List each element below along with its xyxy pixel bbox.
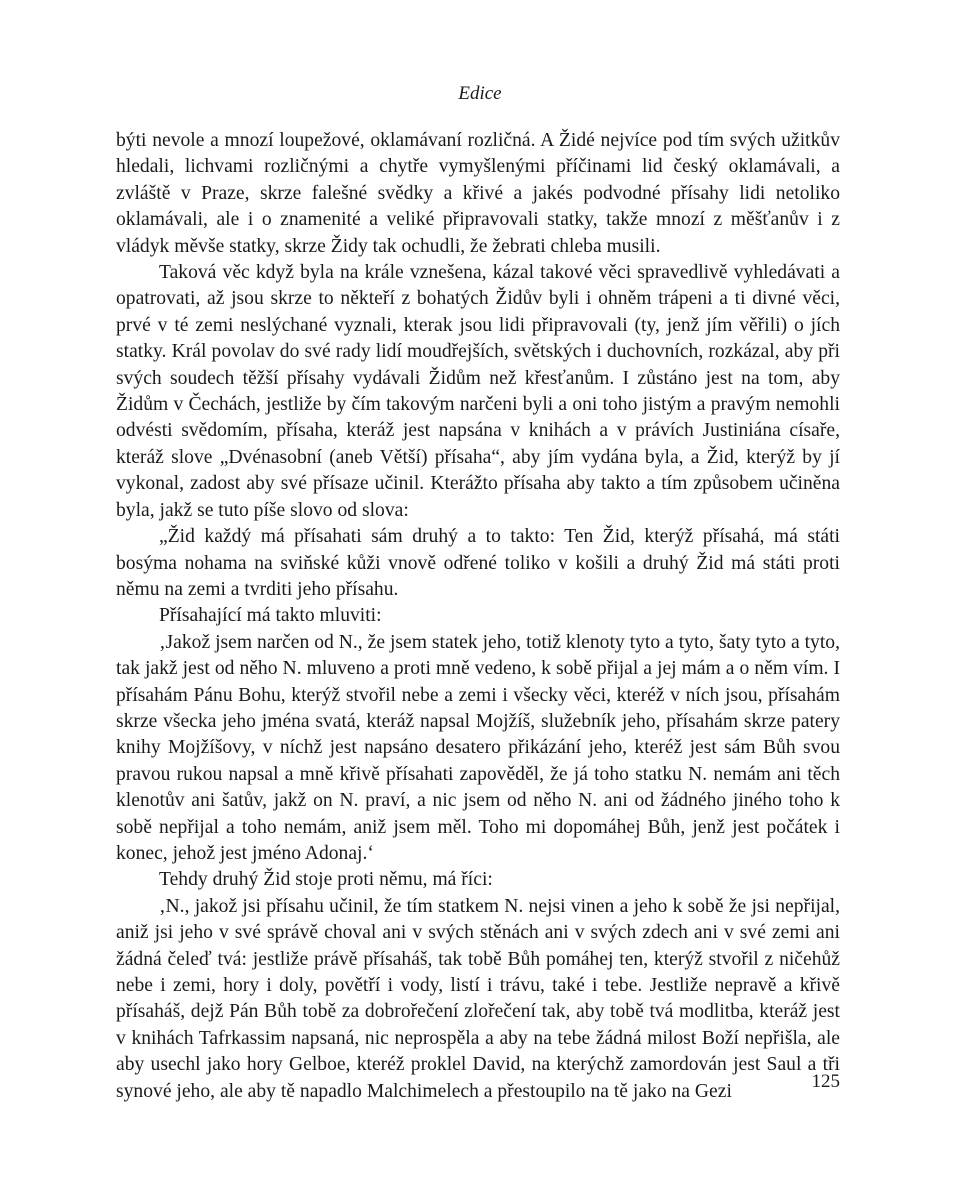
paragraph: býti nevole a mnozí loupežové, oklamávaní rozličná. A Židé nejvíce pod tím svých užitkův hledali, lichvami rozličnými a chytře vymyšlenými příčinami lid český oklamávali, a zvláště v Praze, skrze falešné svědky a křivé a jakés podvodné přísahy lidi netoliko oklamávali, ale i o znamenité a veliké připravovali statky, takže mnozí z měšťanův i z vládyk měvše statky, skrze Židy tak ochudli, že žebrati chleba musili. (116, 130, 840, 257)
page-number: 125 (811, 1071, 840, 1092)
paragraph: Taková věc když byla na krále vznešena, kázal takové věci spravedlivě vyhledávati a opatrovati, až jsou skrze to někteří z bohatých Židův byli i ohněm trápeni a ti divné věci, prvé v té zemi neslýchané vyznali, kterak jsou lidi připravovali (ty, jenž jím věřili) o jích statky. Král povolav do své rady lidí moudřejších, světských i duchovních, rozkázal, aby při svých soudech těžší přísahy vydávali Židům než křesťanům. I zůstáno jest na tom, aby Židům v Čechách, jestliže by čím takovým narčeni byli a oni toho jistým a pravým nemohli odvésti svědomím, přísaha, kteráž jest napsána v knihách a v právích Justiniána císaře, kteráž slove „Dvénasobní (aneb Větší) přísaha“, aby jím vydána byla, a Žid, kterýž by jí vykonal, zadost aby své přísaze učinil. Kterážto přísaha aby takto a tím způsobem učiněna byla, jakž se tuto píše slovo od slova: (116, 262, 840, 521)
page-body (116, 128, 840, 1105)
paragraph: Přísahající má takto mluviti: (159, 605, 382, 627)
paragraph: Tehdy druhý Žid stoje proti němu, má říci: (159, 869, 493, 891)
running-head: Edice (458, 83, 502, 104)
oath-quote: ‚N., jakož jsi přísahu učinil, že tím statkem N. nejsi vinen a jeho k sobě že jsi nepřijal, aniž jsi jeho v své správě choval ani v svých stěnách ani v svých zdech ani v své zemi ani žádná čeleď tvá: jestliže právě přísaháš, tak tobě Bůh pomáhej ten, kterýž stvořil z ničehůž nebe i zemi, hory i doly, povětří i vody, listí i trávu, také i tebe. Jestliže nepravě a křivě přísaháš, dejž Pán Bůh tobě za dobrořečení zlořečení tak, aby tobě tvá modlitba, kteráž jest v knihách Tafrkassim napsaná, nic neprospěla a aby na tebe žádná milost Boží nepřišla, ale aby usechl jako hory Gelboe, kteréž proklel David, na kterýchž zamordován jest Saul a tři synové jeho, ale aby tě napadlo Malchimelech a přestoupilo na tě jako na Gezi (116, 895, 840, 1102)
oath-quote: „Žid každý má přísahati sám druhý a to takto: Ten Žid, kterýž přísahá, má státi bosýma nohama na sviňské kůži vnově odřené toliko v košili a druhý Žid má státi proti němu na zemi a tvrditi jeho přísahu. (116, 526, 840, 600)
oath-quote: ‚Jakož jsem narčen od N., že jsem statek jeho, totiž klenoty tyto a tyto, šaty tyto a tyto, tak jakž jest od něho N. mluveno a proti mně vedeno, k sobě přijal a jej mám a o něm vím. I přísahám Pánu Bohu, kterýž stvořil nebe a zemi i všecky věci, kteréž v ních jsou, přísahám skrze všecka jeho jména svatá, kteráž napsal Mojžíš, služebník jeho, přísahám skrze patery knihy Mojžíšovy, v níchž jest napsáno desatero přikázání jeho, kteréž jest sám Bůh svou pravou rukou napsal a mně křivě přísahati zapověděl, že já toho statku N. nemám ani těch klenotův ani šatův, jakž on N. praví, a nic jsem od něho N. ani od žádného jiného toho k sobě nepřijal a toho nemám, aniž jsem měl. Toho mi dopomáhej Bůh, jenž jest počátek i konec, jehož jest jméno Adonaj.‘ (116, 631, 840, 864)
